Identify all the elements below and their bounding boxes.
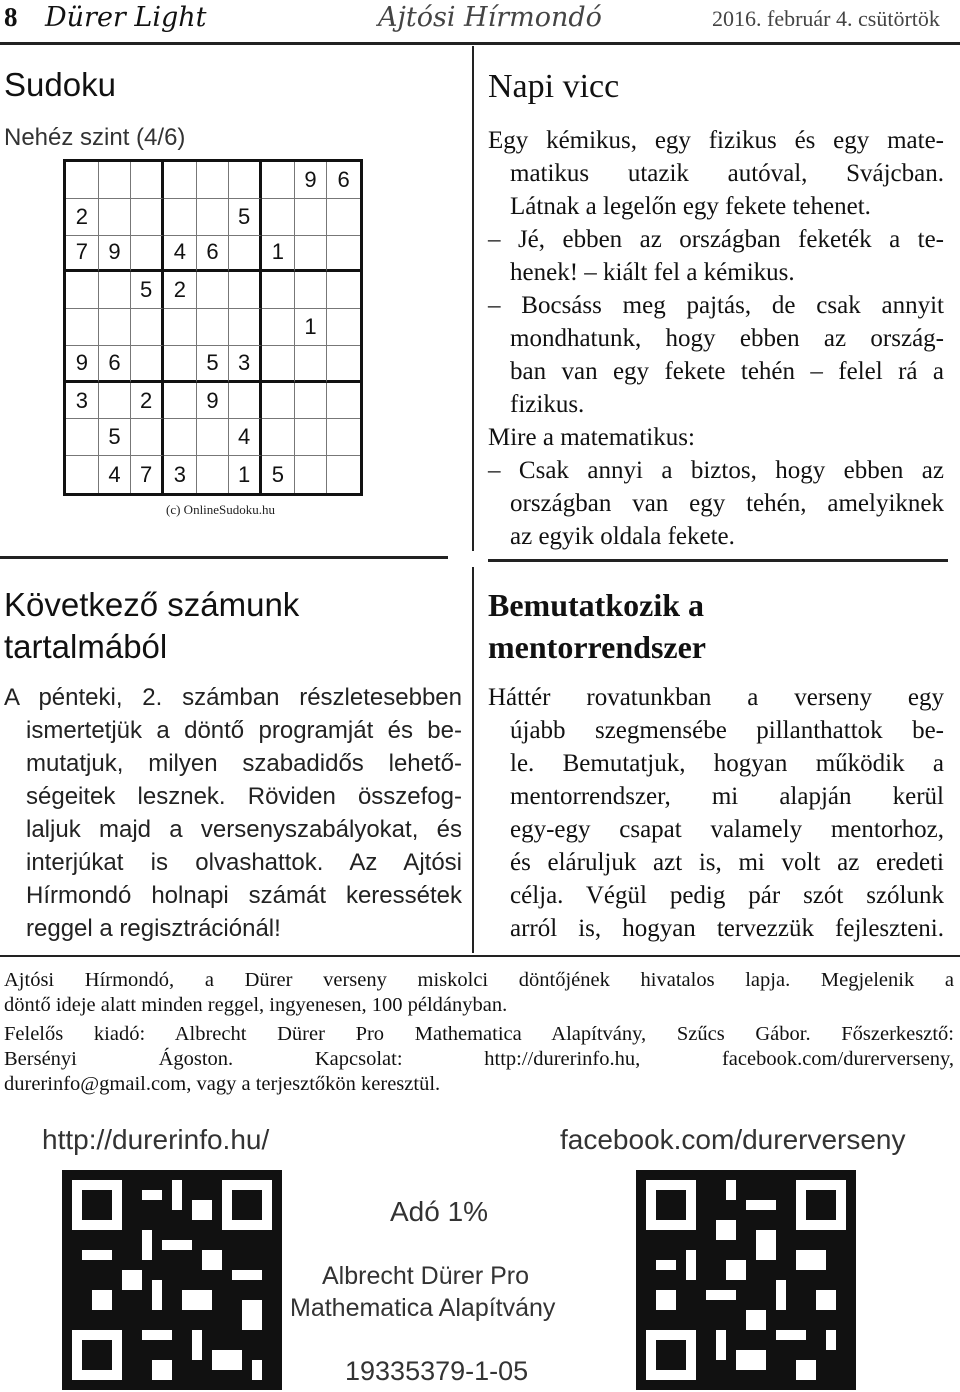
page-header (0, 0, 960, 46)
text-line: ségeitek lesznek. Röviden összefog- (26, 783, 462, 810)
facebook-url: facebook.com/durerverseny (560, 1124, 906, 1155)
sudoku-cell: 9 (197, 383, 230, 420)
sudoku-cell: 5 (131, 272, 164, 309)
sudoku-cell: 5 (262, 456, 295, 493)
sudoku-cell (229, 383, 262, 420)
sudoku-cell (295, 456, 328, 493)
sudoku-level: Nehéz szint (4/6) (4, 124, 186, 151)
colophon-line: döntő ideje alatt minden reggel, ingyenesen, 100 példányban. (4, 994, 508, 1016)
sudoku-cell (295, 383, 328, 420)
text-line: Hírmondó holnapi számát keressétek (26, 882, 462, 909)
sudoku-cell: 3 (164, 456, 197, 493)
text-line: interjúkat is olvashattok. Az Ajtósi (26, 849, 462, 876)
sudoku-cell (131, 419, 164, 456)
text-line: henek! – kiált fel a kémikus. (510, 259, 795, 286)
text-line: Háttér rovatunkban a verseny egy (488, 684, 944, 711)
sudoku-cell (131, 199, 164, 236)
qr-code-left (62, 1170, 282, 1390)
text-line: – Bocsáss meg pajtás, de csak annyit (488, 292, 944, 319)
sudoku-cell: 6 (99, 346, 132, 383)
sudoku-cell (295, 346, 328, 383)
colophon-line: Felelős kiadó: Albrecht Dürer Pro Mathematica Alapítvány, Szűcs Gábor. Főszerkesztő: (4, 1023, 954, 1045)
sudoku-cell (131, 309, 164, 346)
section-rule-left (0, 556, 448, 559)
sudoku-cell (262, 383, 295, 420)
sudoku-cell (197, 199, 230, 236)
text-line: mondhatunk, hogy ebben az ország- (510, 325, 944, 352)
joke-text (488, 124, 944, 553)
sudoku-cell (66, 456, 99, 493)
text-line: és eláruljuk azt is, mi volt az eredeti (510, 849, 944, 876)
sudoku-cell (99, 162, 132, 199)
sudoku-cell (327, 346, 360, 383)
sudoku-cell (131, 236, 164, 273)
mentor-title-line1: Bemutatkozik a (488, 587, 704, 623)
tax-label: Adó 1% (390, 1196, 489, 1227)
sudoku-cell: 4 (99, 456, 132, 493)
next-issue-title (4, 584, 299, 668)
text-line: laljuk majd a versenyszabályokat, és (26, 816, 462, 843)
sudoku-cell (197, 309, 230, 346)
sudoku-cell: 9 (295, 162, 328, 199)
sudoku-cell: 7 (66, 236, 99, 273)
next-issue-text (4, 681, 462, 945)
text-line: le. Bemutatjuk, hogyan működik a (510, 750, 944, 777)
text-line: mentorrendszer, mi alapján kerül (510, 783, 944, 810)
colophon-line: durerinfo@gmail.com, vagy a terjesztőkön keresztül. (4, 1073, 441, 1095)
text-line: Mire a matematikus: (488, 424, 695, 451)
sudoku-cell (99, 272, 132, 309)
sudoku-cell: 5 (229, 199, 262, 236)
sudoku-cell (262, 309, 295, 346)
sudoku-cell (197, 456, 230, 493)
sudoku-cell (164, 199, 197, 236)
sudoku-cell (229, 162, 262, 199)
tax-id: 19335379-1-05 (345, 1356, 529, 1386)
colophon (4, 968, 954, 1097)
sudoku-cell (295, 236, 328, 273)
text-line: újabb szegmensébe pillanthattok be- (510, 717, 944, 744)
text-line: mutatjuk, milyen szabadidős lehető- (26, 750, 462, 777)
sudoku-cell (327, 309, 360, 346)
website-url: http://durerinfo.hu/ (42, 1124, 270, 1155)
text-line: ismertetjük a döntő programját és be- (26, 717, 462, 744)
qr-code-right (636, 1170, 856, 1390)
text-line: országban van egy tehén, amelyiknek (510, 490, 944, 517)
header-rule (0, 42, 960, 45)
sudoku-cell: 4 (164, 236, 197, 273)
sudoku-cell (327, 419, 360, 456)
text-line: egy-egy csapat valamely mentorhoz, (510, 816, 944, 843)
sudoku-cell: 3 (229, 346, 262, 383)
sudoku-cell (164, 419, 197, 456)
sudoku-cell (197, 162, 230, 199)
text-line: – Jé, ebben az országban feketék a te- (488, 226, 944, 253)
sudoku-cell: 2 (66, 199, 99, 236)
sudoku-cell (66, 419, 99, 456)
sudoku-cell (262, 346, 295, 383)
text-line: célja. Végül pedig pár szót szólunk (510, 882, 944, 909)
column-divider-top (472, 46, 474, 551)
sudoku-cell (327, 199, 360, 236)
text-line: Látnak a legelőn egy fekete tehenet. (510, 193, 871, 220)
sudoku-cell: 4 (229, 419, 262, 456)
text-line: A pénteki, 2. számban részletesebben (4, 684, 462, 711)
colophon-line: Ajtósi Hírmondó, a Dürer verseny miskolci döntőjének hivatalos lapja. Megjelenik a (4, 969, 954, 991)
footer-rule (0, 955, 960, 957)
sudoku-cell (164, 309, 197, 346)
page-number: 8 (4, 2, 18, 32)
sudoku-cell: 2 (131, 383, 164, 420)
sudoku-cell (229, 236, 262, 273)
sudoku-cell (131, 346, 164, 383)
text-line: – Csak annyi a biztos, hogy ebben az (488, 457, 944, 484)
newspaper-name: Ajtósi Hírmondó (378, 2, 602, 33)
sudoku-cell (295, 419, 328, 456)
sudoku-cell (164, 383, 197, 420)
sudoku-cell: 2 (164, 272, 197, 309)
sudoku-cell: 7 (131, 456, 164, 493)
sudoku-cell (164, 346, 197, 383)
foundation-name-line2: Mathematica Alapítvány (290, 1294, 556, 1322)
sudoku-cell (99, 383, 132, 420)
joke-title: Napi vicc (488, 68, 620, 105)
sudoku-cell: 1 (229, 456, 262, 493)
sudoku-cell (262, 199, 295, 236)
sudoku-cell: 5 (99, 419, 132, 456)
sudoku-cell (262, 272, 295, 309)
mentor-text (488, 681, 944, 945)
sudoku-cell (229, 309, 262, 346)
sudoku-cell (262, 419, 295, 456)
sudoku-title: Sudoku (4, 66, 116, 103)
sudoku-cell (197, 272, 230, 309)
colophon-line: Bersényi Ágoston. Kapcsolat: http://durerinfo.hu, facebook.com/durerverseny, (4, 1048, 954, 1070)
text-line: Egy kémikus, egy fizikus és egy mate- (488, 127, 944, 154)
mentor-title-line2: mentorrendszer (488, 629, 706, 665)
sudoku-cell: 1 (295, 309, 328, 346)
sudoku-cell (327, 236, 360, 273)
text-line: arról is, hogyan tervezzük fejleszteni. (510, 915, 944, 942)
section-rule-right (488, 559, 948, 562)
sudoku-cell: 3 (66, 383, 99, 420)
sudoku-cell (99, 199, 132, 236)
sudoku-cell (66, 162, 99, 199)
sudoku-cell (229, 272, 262, 309)
sudoku-cell (262, 162, 295, 199)
next-issue-title-line2: tartalmából (4, 628, 168, 665)
sudoku-cell: 6 (327, 162, 360, 199)
issue-date: 2016. február 4. csütörtök (712, 6, 940, 31)
sudoku-cell: 5 (197, 346, 230, 383)
text-line: az egyik oldala fekete. (510, 523, 735, 550)
sudoku-cell (66, 272, 99, 309)
support-banner (0, 1118, 960, 1392)
sudoku-cell (327, 456, 360, 493)
sudoku-cell (295, 272, 328, 309)
foundation-name-line1: Albrecht Dürer Pro (322, 1262, 530, 1290)
sudoku-cell (197, 419, 230, 456)
text-line: ban van egy fekete tehén – felel rá a (510, 358, 944, 385)
next-issue-title-line1: Következő számunk (4, 586, 300, 623)
sudoku-cell: 6 (197, 236, 230, 273)
text-line: reggel a regisztrációnál! (26, 915, 281, 942)
sudoku-credit: (c) OnlineSudoku.hu (166, 502, 276, 517)
sudoku-cell: 9 (99, 236, 132, 273)
brand-name: Dürer Light (45, 2, 207, 33)
sudoku-cell (327, 272, 360, 309)
sudoku-grid (63, 159, 363, 496)
sudoku-cell (164, 162, 197, 199)
text-line: fizikus. (510, 391, 585, 418)
sudoku-cell (327, 383, 360, 420)
sudoku-cell: 9 (66, 346, 99, 383)
sudoku-cell (295, 199, 328, 236)
column-divider-bottom (472, 567, 474, 953)
sudoku-cell: 1 (262, 236, 295, 273)
sudoku-cell (66, 309, 99, 346)
mentor-title (488, 584, 706, 668)
sudoku-cell (99, 309, 132, 346)
sudoku-cell (131, 162, 164, 199)
text-line: matikus utazik autóval, Svájcban. (510, 160, 944, 187)
